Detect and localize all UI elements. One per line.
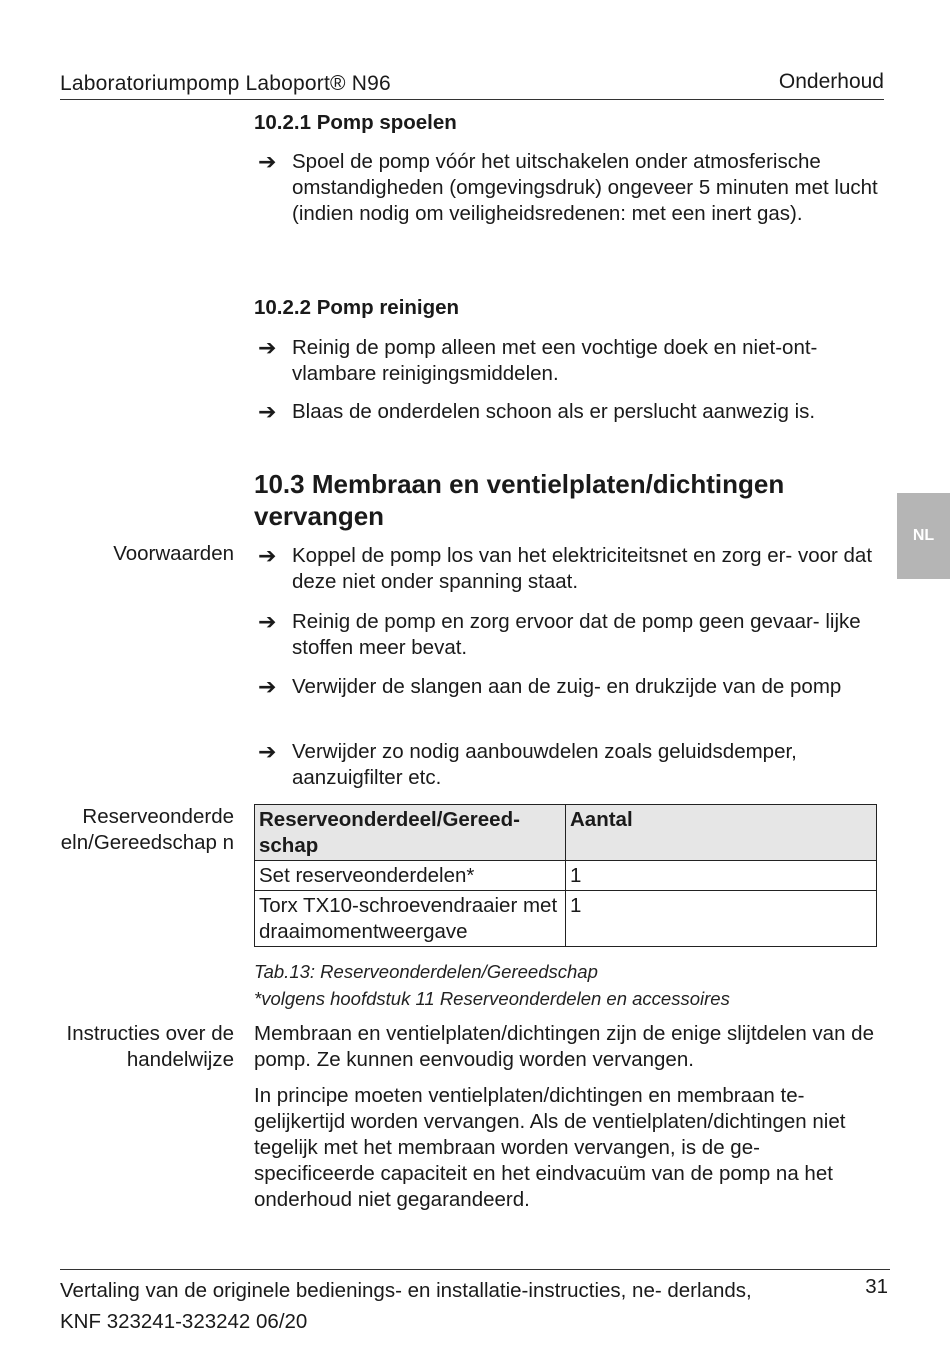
prerequisites-label: Voorwaarden <box>113 542 234 565</box>
heading-10-3: 10.3 Membraan en ventielplaten/dichtingen vervangen <box>254 469 785 531</box>
step-item <box>258 399 888 425</box>
table-cell: 1 <box>566 861 877 891</box>
step-item <box>258 674 888 700</box>
spare-parts-table <box>254 804 877 947</box>
arrow-right-icon: ➔ <box>258 739 277 764</box>
paragraph: In principe moeten ventielplaten/dichtingen en membraan te- gelijkertijd worden vervangen. Als de ventielplaten/dichtingen niet tegelijk met het membraan worden vervangen, is de ge- specificeerde capaciteit en het eindvacuüm van de pomp na het onderhoud niet gegarandeerd. <box>254 1084 846 1211</box>
table-cell: 1 <box>566 891 877 947</box>
table-cell: Torx TX10-schroevendraaier met draaimomentweergave <box>255 891 566 947</box>
header-divider <box>60 99 884 100</box>
step-text: Reinig de pomp alleen met een vochtige doek en niet-ont- vlambare reinigingsmiddelen. <box>292 336 818 385</box>
running-header-title: Laboratoriumpomp Laboport® N96 <box>60 72 391 95</box>
spare-parts-label: Reserveonderde eln/Gereedschap n <box>60 805 234 854</box>
arrow-right-icon: ➔ <box>258 674 277 699</box>
table-footnote: *volgens hoofdstuk 11 Reserveonderdelen en accessoires <box>254 988 730 1009</box>
language-tab: NL <box>897 493 950 579</box>
step-item <box>258 335 888 387</box>
step-text: Verwijder zo nodig aanbouwdelen zoals geluidsdemper, aanzuigfilter etc. <box>292 740 797 789</box>
step-item <box>258 739 888 791</box>
page-number: 31 <box>865 1275 888 1298</box>
arrow-right-icon: ➔ <box>258 543 277 568</box>
table-row <box>255 891 877 947</box>
table-cell: Set reserveonderdelen* <box>255 861 566 891</box>
step-text: Reinig de pomp en zorg ervoor dat de pomp geen gevaar- lijke stoffen meer bevat. <box>292 610 861 659</box>
step-item <box>258 609 888 661</box>
table-header-cell: Reserveonderdeel/Gereed- schap <box>255 805 566 861</box>
table-header-cell: Aantal <box>566 805 877 861</box>
paragraph: Membraan en ventielplaten/dichtingen zijn de enige slijtdelen van de pomp. Ze kunnen eenvoudig worden vervangen. <box>254 1022 874 1071</box>
table-row <box>255 861 877 891</box>
footer-divider <box>60 1269 890 1270</box>
step-item <box>258 543 888 595</box>
arrow-right-icon: ➔ <box>258 335 277 360</box>
step-text: Koppel de pomp los van het elektriciteitsnet en zorg er- voor dat deze niet onder spanning staat. <box>292 544 873 593</box>
arrow-right-icon: ➔ <box>258 399 277 424</box>
arrow-right-icon: ➔ <box>258 149 277 174</box>
step-text: Spoel de pomp vóór het uitschakelen onder atmosferische omstandigheden (omgevingsdruk) ongeveer 5 minuten met lucht (indien nodig om veiligheidsredenen: met een inert gas). <box>292 150 878 225</box>
table-caption: Tab.13: Reserveonderdelen/Gereedschap <box>254 961 598 982</box>
heading-10-2-1: 10.2.1 Pomp spoelen <box>254 111 457 134</box>
step-item <box>258 149 888 227</box>
heading-10-2-2: 10.2.2 Pomp reinigen <box>254 296 460 319</box>
running-header-section: Onderhoud <box>778 70 884 93</box>
instructions-label: Instructies over de handelwijze <box>66 1022 234 1071</box>
footer-text: Vertaling van de originele bedienings- en installatie-instructies, ne- derlands, KNF 323241-323242 06/20 <box>60 1279 752 1333</box>
table-header-row <box>255 805 877 861</box>
step-text: Blaas de onderdelen schoon als er perslucht aanwezig is. <box>292 400 816 423</box>
arrow-right-icon: ➔ <box>258 609 277 634</box>
step-text: Verwijder de slangen aan de zuig- en drukzijde van de pomp <box>292 675 842 698</box>
